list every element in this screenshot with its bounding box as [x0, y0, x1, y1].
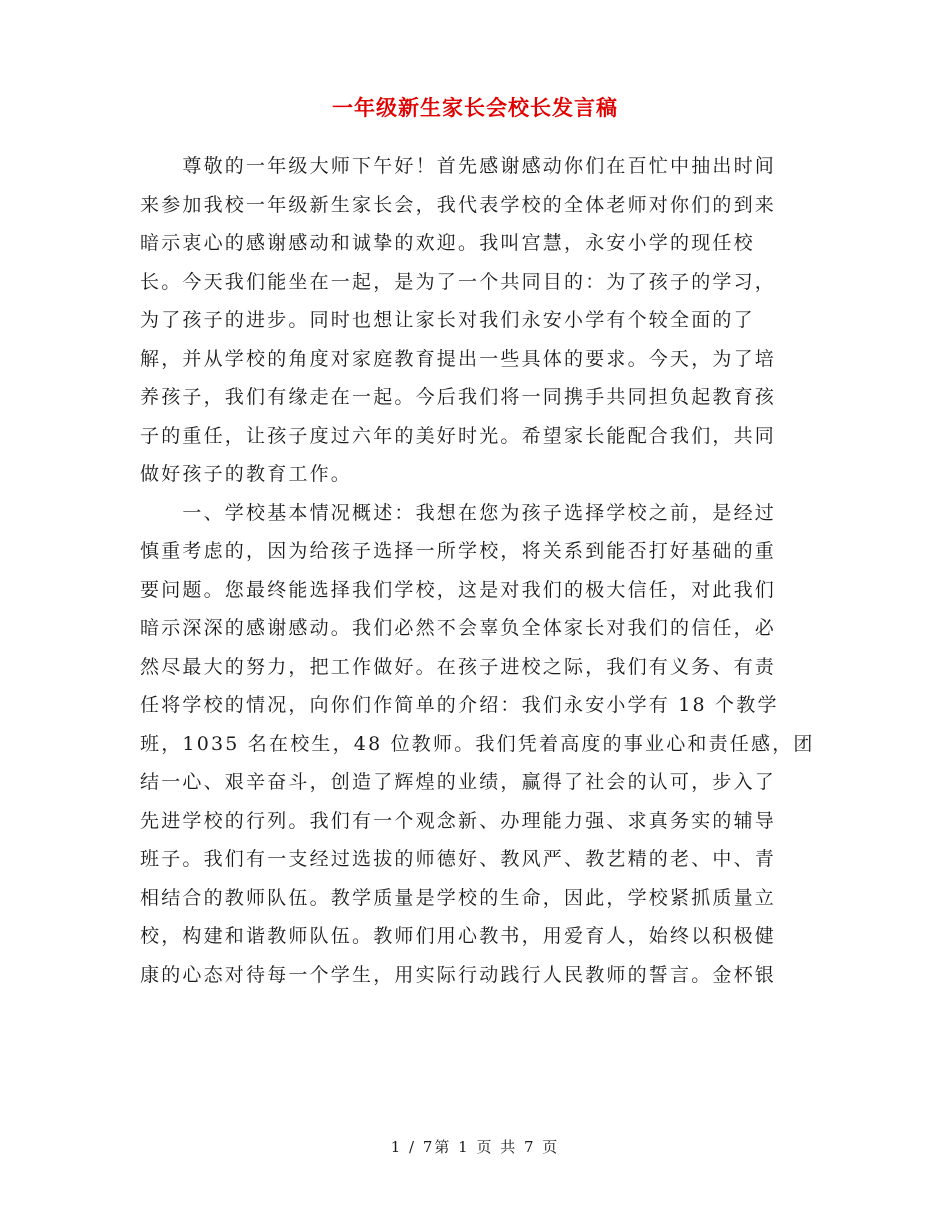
- page-footer: 1 / 7第 1 页 共 7 页: [390, 1138, 560, 1156]
- text-line: 任将学校的情况，向你们作简单的介绍：我们永安小学有 18 个教学: [140, 694, 779, 716]
- text-line: 长。今天我们能坐在一起，是为了一个共同目的：为了孩子的学习，: [140, 270, 777, 293]
- text-line: 结一心、艰辛奋斗，创造了辉煌的业绩，赢得了社会的认可，步入了: [140, 771, 777, 793]
- text-line: 康的心态对待每一个学生，用实际行动践行人民教师的誓言。金杯银: [140, 963, 777, 986]
- document-title: 一年级新生家长会校长发言稿: [332, 95, 618, 120]
- text-line: 解，并从学校的角度对家庭教育提出一些具体的要求。今天，为了培: [140, 347, 777, 370]
- text-line: 先进学校的行列。我们有一个观念新、办理能力强、求真务实的辅导: [140, 809, 777, 832]
- text-line: 慎重考虑的，因为给孩子选择一所学校，将关系到能否打好基础的重: [140, 540, 777, 562]
- text-line: 校，构建和谐教师队伍。教师们用心教书，用爱育人，始终以积极健: [140, 925, 777, 947]
- text-line: 相结合的教师队伍。教学质量是学校的生命，因此，学校紧抓质量立: [140, 886, 777, 909]
- body-text: [140, 147, 815, 994]
- text-line: 尊敬的一年级大师下午好！首先感谢感动你们在百忙中抽出时间: [140, 155, 777, 177]
- text-line: 暗示深深的感谢感动。我们必然不会辜负全体家长对我们的信任，必: [140, 617, 777, 639]
- text-line: 暗示衷心的感谢感动和诚挚的欢迎。我叫宫慧，永安小学的现任校: [140, 232, 755, 254]
- text-line: 来参加我校一年级新生家长会，我代表学校的全体老师对你们的到来: [140, 193, 777, 216]
- text-line: 然尽最大的努力，把工作做好。在孩子进校之际，我们有义务、有责: [140, 655, 777, 678]
- text-line: 要问题。您最终能选择我们学校，这是对我们的极大信任，对此我们: [140, 578, 777, 601]
- text-line: 班，1035 名在校生，48 位教师。我们凭着高度的事业心和责任感，团: [140, 732, 815, 755]
- text-line: 子的重任，让孩子度过六年的美好时光。希望家长能配合我们，共同: [140, 424, 777, 447]
- text-line: 一、学校基本情况概述：我想在您为孩子选择学校之前，是经过: [140, 501, 777, 524]
- text-line: 班子。我们有一支经过选拔的师德好、教风严、教艺精的老、中、青: [140, 848, 777, 870]
- text-line: 为了孩子的进步。同时也想让家长对我们永安小学有个较全面的了: [140, 309, 755, 331]
- text-line: 养孩子，我们有缘走在一起。今后我们将一同携手共同担负起教育孩: [140, 386, 777, 408]
- text-line: 做好孩子的教育工作。: [140, 463, 353, 485]
